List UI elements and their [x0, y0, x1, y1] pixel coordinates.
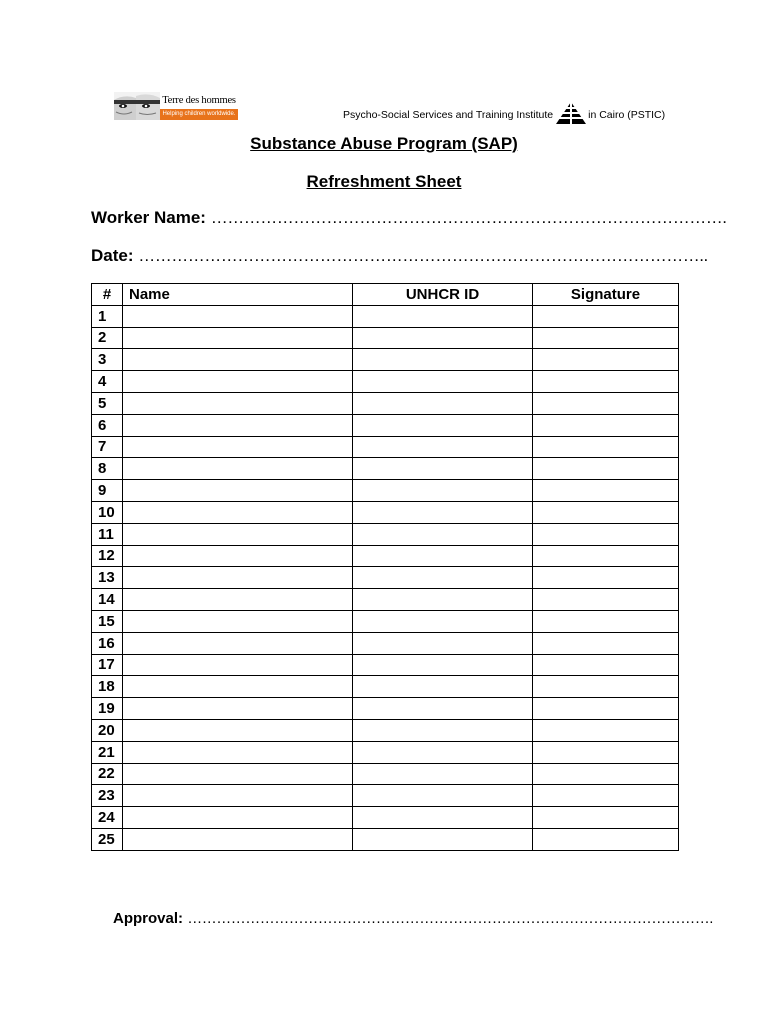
- name-cell[interactable]: [123, 480, 353, 502]
- name-cell[interactable]: [123, 414, 353, 436]
- table-row: [92, 392, 679, 414]
- row-number: 9: [92, 480, 123, 502]
- unhcr-id-cell[interactable]: [353, 480, 533, 502]
- row-number: 14: [92, 589, 123, 611]
- name-cell[interactable]: [123, 785, 353, 807]
- table-row: [92, 632, 679, 654]
- signature-cell[interactable]: [533, 392, 679, 414]
- name-cell[interactable]: [123, 741, 353, 763]
- table-row: [92, 305, 679, 327]
- name-cell[interactable]: [123, 719, 353, 741]
- table-row: [92, 807, 679, 829]
- unhcr-id-cell[interactable]: [353, 828, 533, 850]
- name-cell[interactable]: [123, 327, 353, 349]
- unhcr-id-cell[interactable]: [353, 719, 533, 741]
- table-row: [92, 327, 679, 349]
- signature-cell[interactable]: [533, 763, 679, 785]
- name-cell[interactable]: [123, 392, 353, 414]
- row-number: 21: [92, 741, 123, 763]
- row-number: 17: [92, 654, 123, 676]
- signature-cell[interactable]: [533, 567, 679, 589]
- name-cell[interactable]: [123, 567, 353, 589]
- table-row: [92, 523, 679, 545]
- unhcr-id-cell[interactable]: [353, 807, 533, 829]
- table-row: [92, 763, 679, 785]
- signature-cell[interactable]: [533, 436, 679, 458]
- row-number: 25: [92, 828, 123, 850]
- approval-label: Approval:: [113, 910, 184, 927]
- unhcr-id-cell[interactable]: [353, 458, 533, 480]
- signature-cell[interactable]: [533, 632, 679, 654]
- unhcr-id-cell[interactable]: [353, 501, 533, 523]
- row-number: 6: [92, 414, 123, 436]
- table-row: [92, 719, 679, 741]
- signature-cell[interactable]: [533, 807, 679, 829]
- signature-cell[interactable]: [533, 545, 679, 567]
- name-cell[interactable]: [123, 305, 353, 327]
- signature-cell[interactable]: [533, 698, 679, 720]
- row-number: 23: [92, 785, 123, 807]
- row-number: 18: [92, 676, 123, 698]
- unhcr-id-cell[interactable]: [353, 305, 533, 327]
- table-row: [92, 567, 679, 589]
- worker-name-dots: ………………………………………………………………………………….: [210, 208, 727, 227]
- name-cell[interactable]: [123, 371, 353, 393]
- name-cell[interactable]: [123, 501, 353, 523]
- name-cell[interactable]: [123, 458, 353, 480]
- signature-cell[interactable]: [533, 349, 679, 371]
- signature-cell[interactable]: [533, 828, 679, 850]
- terre-des-hommes-logo: [114, 92, 238, 120]
- row-number: 24: [92, 807, 123, 829]
- table-row: [92, 828, 679, 850]
- signature-cell[interactable]: [533, 719, 679, 741]
- name-cell[interactable]: [123, 676, 353, 698]
- signature-cell[interactable]: [533, 371, 679, 393]
- worker-name-field: [91, 208, 726, 228]
- table-row: [92, 676, 679, 698]
- unhcr-id-cell[interactable]: [353, 523, 533, 545]
- signature-cell[interactable]: [533, 676, 679, 698]
- row-number: 10: [92, 501, 123, 523]
- unhcr-id-cell[interactable]: [353, 741, 533, 763]
- approval-dots: ……………………………………………………………………………………………….: [187, 910, 713, 927]
- pyramid-logo-icon: [556, 102, 586, 128]
- tdh-tagline: Helping children worldwide.: [160, 109, 238, 120]
- unhcr-id-cell[interactable]: [353, 414, 533, 436]
- row-number: 20: [92, 719, 123, 741]
- table-row: [92, 698, 679, 720]
- unhcr-id-cell[interactable]: [353, 567, 533, 589]
- row-number: 5: [92, 392, 123, 414]
- row-number: 16: [92, 632, 123, 654]
- unhcr-id-cell[interactable]: [353, 392, 533, 414]
- name-cell[interactable]: [123, 610, 353, 632]
- unhcr-id-cell[interactable]: [353, 610, 533, 632]
- name-cell[interactable]: [123, 523, 353, 545]
- signature-cell[interactable]: [533, 501, 679, 523]
- unhcr-id-cell[interactable]: [353, 349, 533, 371]
- unhcr-id-cell[interactable]: [353, 763, 533, 785]
- unhcr-id-cell[interactable]: [353, 632, 533, 654]
- signature-cell[interactable]: [533, 610, 679, 632]
- name-cell[interactable]: [123, 632, 353, 654]
- row-number: 12: [92, 545, 123, 567]
- document-title: Substance Abuse Program (SAP): [250, 134, 518, 153]
- name-cell[interactable]: [123, 436, 353, 458]
- name-cell[interactable]: [123, 763, 353, 785]
- unhcr-id-cell[interactable]: [353, 545, 533, 567]
- name-cell[interactable]: [123, 349, 353, 371]
- table-row: [92, 501, 679, 523]
- row-number: 22: [92, 763, 123, 785]
- table-row: [92, 480, 679, 502]
- name-cell[interactable]: [123, 589, 353, 611]
- signature-cell[interactable]: [533, 327, 679, 349]
- date-field: [91, 246, 708, 266]
- name-cell[interactable]: [123, 828, 353, 850]
- header-signature: Signature: [533, 284, 679, 306]
- approval-field: [113, 910, 713, 927]
- institute-text: Psycho-Social Services and Training Institute: [343, 109, 554, 121]
- table-row: [92, 371, 679, 393]
- signature-cell[interactable]: [533, 654, 679, 676]
- name-cell[interactable]: [123, 807, 353, 829]
- row-number: 19: [92, 698, 123, 720]
- attendance-table: [91, 283, 679, 851]
- unhcr-id-cell[interactable]: [353, 589, 533, 611]
- row-number: 15: [92, 610, 123, 632]
- tdh-name: Terre des hommes: [160, 92, 238, 109]
- signature-cell[interactable]: [533, 589, 679, 611]
- date-dots: …………………………………………………………………………………………..: [138, 246, 708, 265]
- table-row: [92, 545, 679, 567]
- worker-name-label: Worker Name:: [91, 208, 206, 227]
- header-number: #: [92, 284, 123, 306]
- table-row: [92, 436, 679, 458]
- table-row: [92, 589, 679, 611]
- document-subtitle: Refreshment Sheet: [306, 172, 462, 191]
- table-row: [92, 349, 679, 371]
- unhcr-id-cell[interactable]: [353, 436, 533, 458]
- unhcr-id-cell[interactable]: [353, 698, 533, 720]
- signature-cell[interactable]: [533, 480, 679, 502]
- table-row: [92, 741, 679, 763]
- table-row: [92, 654, 679, 676]
- row-number: 7: [92, 436, 123, 458]
- name-cell[interactable]: [123, 654, 353, 676]
- header-name: Name: [123, 284, 353, 306]
- table-row: [92, 785, 679, 807]
- institute-name: [343, 102, 665, 128]
- unhcr-id-cell[interactable]: [353, 676, 533, 698]
- unhcr-id-cell[interactable]: [353, 785, 533, 807]
- faces-photo: [114, 92, 160, 120]
- table-row: [92, 414, 679, 436]
- signature-cell[interactable]: [533, 305, 679, 327]
- date-label: Date:: [91, 246, 134, 265]
- signature-cell[interactable]: [533, 458, 679, 480]
- header-unhcr-id: UNHCR ID: [353, 284, 533, 306]
- unhcr-id-cell[interactable]: [353, 654, 533, 676]
- signature-cell[interactable]: [533, 785, 679, 807]
- row-number: 3: [92, 349, 123, 371]
- unhcr-id-cell[interactable]: [353, 327, 533, 349]
- signature-cell[interactable]: [533, 414, 679, 436]
- table-body: [92, 305, 679, 850]
- table-row: [92, 610, 679, 632]
- page-header: [114, 92, 666, 122]
- row-number: 11: [92, 523, 123, 545]
- row-number: 1: [92, 305, 123, 327]
- signature-cell[interactable]: [533, 741, 679, 763]
- table-header-row: [92, 284, 679, 306]
- name-cell[interactable]: [123, 545, 353, 567]
- row-number: 13: [92, 567, 123, 589]
- signature-cell[interactable]: [533, 523, 679, 545]
- name-cell[interactable]: [123, 698, 353, 720]
- institute-suffix: in Cairo (PSTIC): [588, 109, 666, 121]
- row-number: 2: [92, 327, 123, 349]
- row-number: 4: [92, 371, 123, 393]
- unhcr-id-cell[interactable]: [353, 371, 533, 393]
- row-number: 8: [92, 458, 123, 480]
- table-row: [92, 458, 679, 480]
